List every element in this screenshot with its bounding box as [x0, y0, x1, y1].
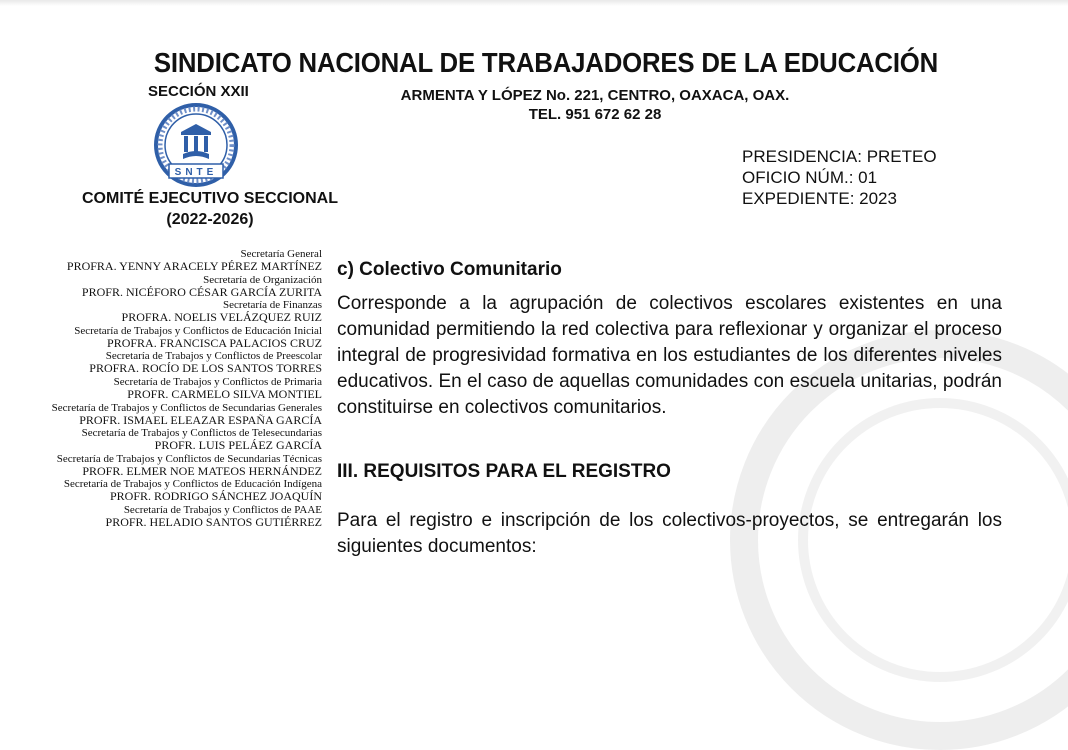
address-block: [380, 86, 810, 124]
ref-presidencia: PRESIDENCIA: PRETEO: [742, 147, 937, 166]
member-role: Secretaría de Trabajos y Conflictos de Educación Inicial: [74, 324, 322, 337]
member-name: PROFR. LUIS PELÁEZ GARCÍA: [154, 438, 322, 453]
member-role: Secretaría de Trabajos y Conflictos de Primaria: [113, 375, 322, 388]
member-entry: [20, 376, 322, 402]
member-name: PROFR. ISMAEL ELEAZAR ESPAÑA GARCÍA: [79, 412, 322, 427]
member-entry: [20, 478, 322, 504]
member-name: PROFR. RODRIGO SÁNCHEZ JOAQUÍN: [109, 489, 322, 504]
member-entry: [20, 274, 322, 300]
member-entry: [20, 350, 322, 376]
member-role: Secretaría de Trabajos y Conflictos de Secundarias Generales: [51, 401, 322, 414]
member-name: PROFR. NICÉFORO CÉSAR GARCÍA ZURITA: [81, 284, 322, 299]
member-role: Secretaría de Trabajos y Conflictos de PAAE: [123, 503, 322, 516]
section-label: SECCIÓN XXII: [148, 83, 249, 100]
phone-line: TEL. 951 672 62 28: [528, 106, 662, 123]
scan-top-edge: [0, 0, 1068, 6]
member-role: Secretaría de Trabajos y Conflictos de Telesecundarias: [81, 427, 322, 440]
committee-period: (2022-2026): [166, 211, 254, 228]
member-role: Secretaría de Organización: [203, 273, 322, 286]
logo-text: SNTE: [174, 167, 218, 178]
snte-seal-logo: [153, 102, 239, 188]
heading-requisitos-registro: III. REQUISITOS PARA EL REGISTRO: [337, 461, 671, 482]
committee-block: [60, 188, 360, 230]
member-entry: [20, 504, 322, 530]
heading-colectivo-comunitario: c) Colectivo Comunitario: [337, 259, 562, 280]
member-entry: [20, 299, 322, 325]
member-entry: [20, 248, 322, 274]
committee-members-list: [20, 248, 322, 530]
member-name: PROFRA. NOELIS VELÁZQUEZ RUIZ: [121, 310, 322, 325]
organization-title: SINDICATO NACIONAL DE TRABAJADORES DE LA EDUCACIÓN: [153, 47, 939, 78]
paragraph-requisitos-registro: Para el registro e inscripción de los colectivos-proyectos, se entregarán los siguientes documentos:: [337, 510, 1002, 557]
member-entry: [20, 325, 322, 351]
member-name: PROFR. HELADIO SANTOS GUTIÉRREZ: [105, 514, 322, 529]
member-name: PROFRA. FRANCISCA PALACIOS CRUZ: [107, 335, 322, 350]
member-role: Secretaría de Trabajos y Conflictos de Secundarias Técnicas: [56, 452, 322, 465]
member-role: Secretaría de Trabajos y Conflictos de Educación Indígena: [63, 478, 322, 491]
paragraph-colectivo-comunitario: Corresponde a la agrupación de colectivos escolares existentes en una comunidad permitiendo la red colectiva para reflexionar y organizar el proceso integral de progresividad formativa en los estudiantes de los diferentes niveles educativos. En el caso de aquellas comunidades con escuela unitarias, podrán constituirse en colectivos comunitarios.: [337, 293, 1002, 418]
member-entry: [20, 402, 322, 428]
member-name: PROFRA. YENNY ARACELY PÉREZ MARTÍNEZ: [66, 259, 322, 273]
document-references: [742, 146, 937, 209]
ref-expediente: EXPEDIENTE: 2023: [742, 189, 897, 208]
member-role: Secretaría General: [240, 248, 322, 260]
member-name: PROFRA. ROCÍO DE LOS SANTOS TORRES: [89, 361, 322, 376]
ref-oficio: OFICIO NÚM.: 01: [742, 168, 878, 187]
member-role: Secretaría de Finanzas: [223, 299, 322, 312]
address-line: ARMENTA Y LÓPEZ No. 221, CENTRO, OAXACA, OAX.: [400, 87, 790, 104]
member-entry: [20, 453, 322, 479]
member-name: PROFR. CARMELO SILVA MONTIEL: [127, 386, 322, 401]
member-entry: [20, 427, 322, 453]
member-role: Secretaría de Trabajos y Conflictos de Preescolar: [105, 350, 322, 363]
member-name: PROFR. ELMER NOE MATEOS HERNÁNDEZ: [82, 463, 322, 478]
committee-name: COMITÉ EJECUTIVO SECCIONAL: [81, 190, 339, 207]
